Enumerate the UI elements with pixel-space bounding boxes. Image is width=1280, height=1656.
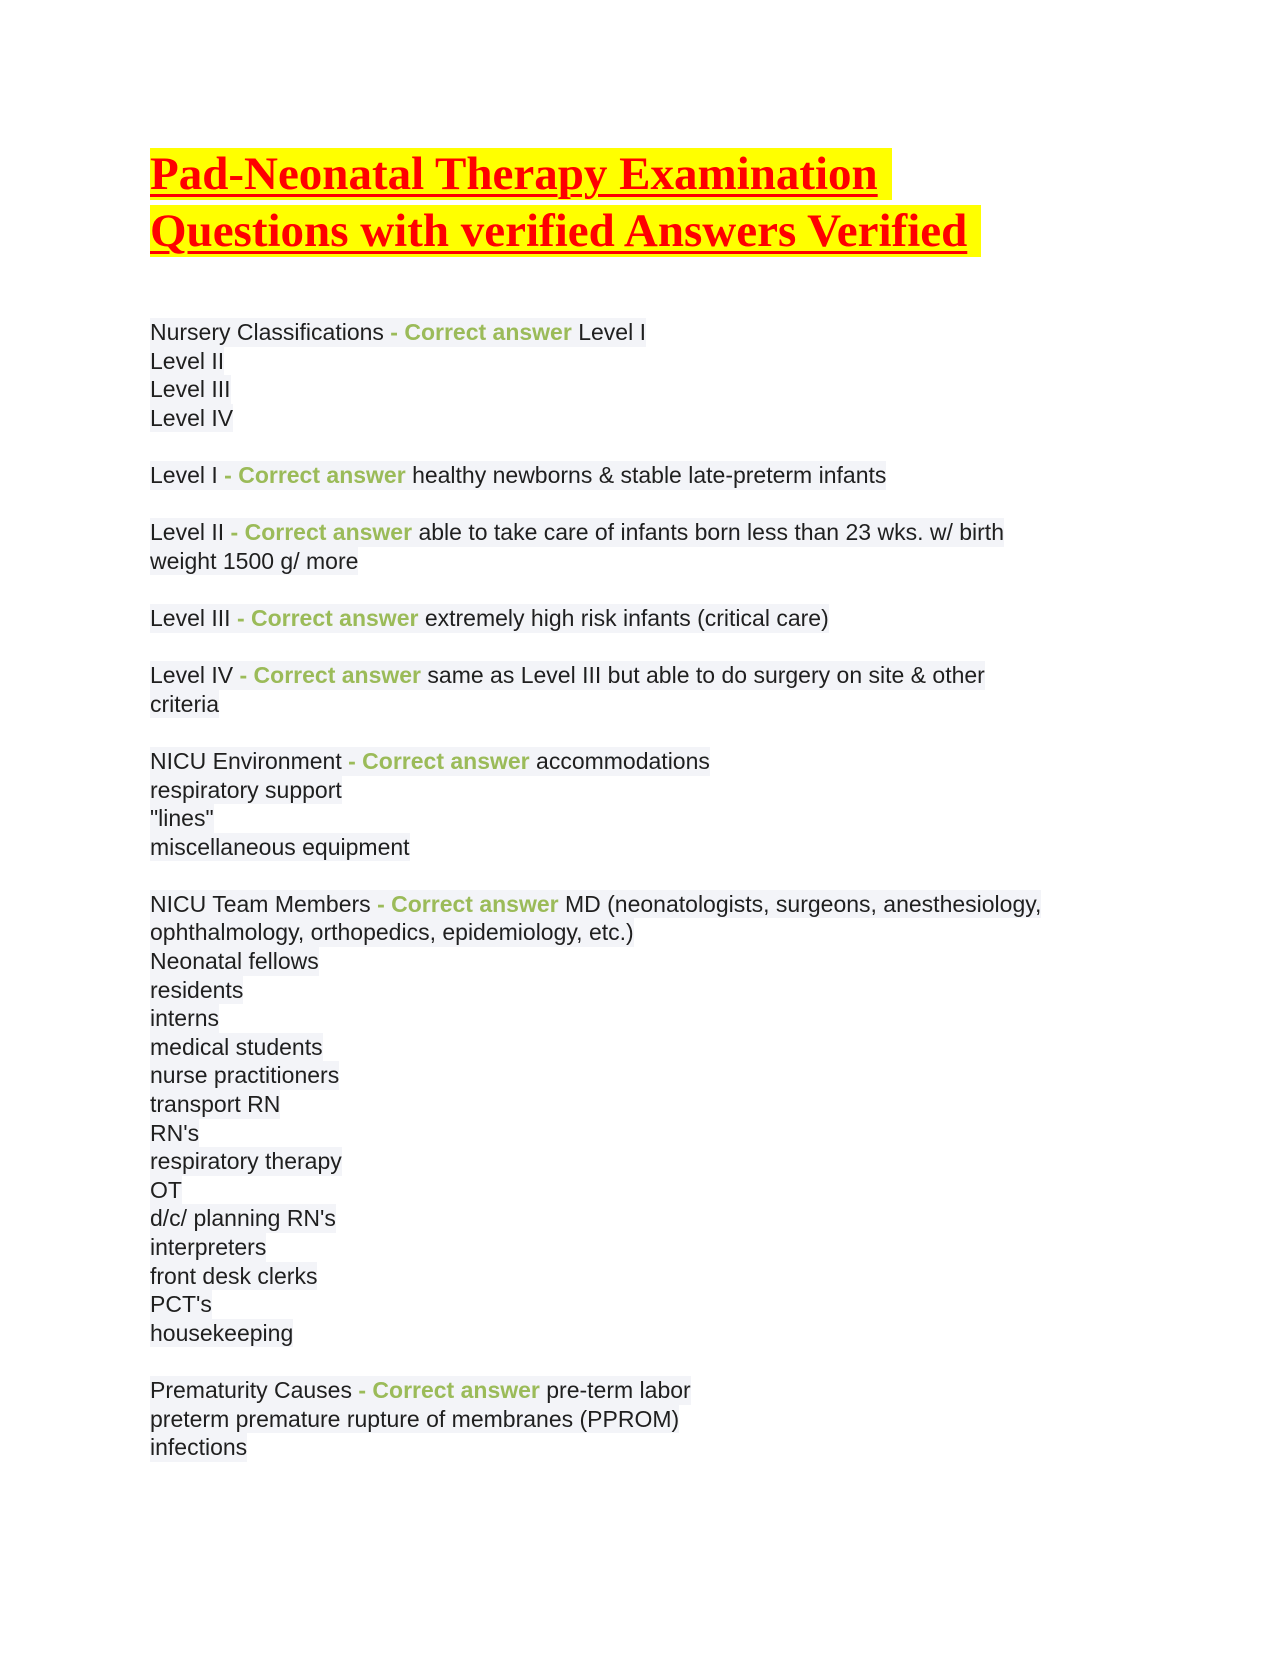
answer-continuation-line: PCT's — [150, 1291, 212, 1318]
answer-text: pre-term labor — [546, 1376, 691, 1403]
correct-answer-marker: - Correct answer — [390, 319, 572, 345]
qa-first-line — [150, 1376, 691, 1405]
answer-continuation-line: ophthalmology, orthopedics, epidemiology, etc.) — [150, 919, 634, 946]
qa-entry — [150, 890, 1150, 1348]
answer-text: MD (neonatologists, surgeons, anesthesiology, — [564, 890, 1042, 917]
qa-first-line — [150, 747, 710, 776]
answer-continuation-line: weight 1500 g/ more — [150, 547, 359, 574]
title-line-2: Questions with verified Answers Verified — [150, 205, 981, 257]
answer-text: extremely high risk infants (critical care) — [424, 604, 829, 631]
answer-continuation-line: nurse practitioners — [150, 1062, 340, 1089]
correct-answer-marker: - Correct answer — [239, 662, 422, 689]
qa-entry — [150, 518, 1150, 575]
qa-entry — [150, 1376, 1150, 1462]
answer-continuation-line: "lines" — [150, 805, 214, 832]
answer-continuation-line: Level II — [150, 347, 225, 374]
qa-entry — [150, 747, 1150, 861]
answer-continuation-line: front desk clerks — [150, 1262, 318, 1289]
answer-text: same as Level III but able to do surgery on site & other — [427, 662, 985, 689]
qa-first-line — [150, 461, 886, 490]
answer-continuation-line: Level III — [150, 376, 231, 403]
answer-continuation-line: preterm premature rupture of membranes (PPROM) — [150, 1405, 680, 1432]
qa-first-line — [150, 604, 829, 633]
question-text: Prematurity Causes — [150, 1376, 352, 1403]
question-text: NICU Environment — [150, 747, 342, 774]
answer-text: Level I — [578, 319, 646, 345]
qa-first-line — [150, 318, 646, 347]
qa-entry — [150, 318, 1150, 432]
answer-continuation-line: d/c/ planning RN's — [150, 1205, 336, 1232]
answer-text: healthy newborns & stable late-preterm infants — [412, 461, 887, 488]
answer-continuation-line: interns — [150, 1005, 220, 1032]
correct-answer-marker: - Correct answer — [358, 1376, 540, 1403]
question-text: Level III — [150, 604, 231, 631]
answer-continuation-line: infections — [150, 1434, 248, 1461]
qa-first-line — [150, 661, 985, 690]
answer-text: able to take care of infants born less than 23 wks. w/ birth — [418, 519, 1004, 546]
title-line-1: Pad-Neonatal Therapy Examination — [150, 148, 892, 200]
correct-answer-marker: - Correct answer — [348, 747, 530, 774]
answer-continuation-line: Neonatal fellows — [150, 948, 319, 975]
answer-continuation-line: miscellaneous equipment — [150, 833, 410, 860]
answer-continuation-line: medical students — [150, 1033, 323, 1060]
qa-first-line — [150, 890, 1041, 919]
question-text: Level II — [150, 519, 225, 546]
answer-continuation-line: interpreters — [150, 1234, 267, 1260]
answer-continuation-line: respiratory therapy — [150, 1148, 342, 1175]
qa-entry — [150, 604, 1150, 633]
correct-answer-marker: - Correct answer — [236, 604, 419, 631]
correct-answer-marker: - Correct answer — [224, 461, 406, 488]
answer-continuation-line: Level IV — [150, 404, 234, 431]
question-text: NICU Team Members — [150, 890, 371, 917]
qa-entry — [150, 661, 1150, 718]
document-title — [150, 146, 1150, 260]
question-text: Nursery Classifications — [150, 319, 384, 345]
question-text: Level IV — [150, 662, 234, 689]
correct-answer-marker: - Correct answer — [377, 890, 559, 917]
answer-continuation-line: transport RN — [150, 1091, 281, 1118]
document-page — [150, 146, 1150, 1490]
answer-continuation-line: respiratory support — [150, 776, 342, 803]
answer-text: accommodations — [536, 747, 710, 774]
answer-continuation-line: housekeeping — [150, 1319, 294, 1346]
qa-list — [150, 318, 1150, 1462]
qa-first-line — [150, 518, 1004, 547]
answer-continuation-line: RN's — [150, 1119, 200, 1146]
qa-entry — [150, 461, 1150, 490]
question-text: Level I — [150, 461, 218, 488]
answer-continuation-line: criteria — [150, 690, 220, 717]
answer-continuation-line: OT — [150, 1176, 182, 1203]
correct-answer-marker: - Correct answer — [230, 519, 413, 546]
answer-continuation-line: residents — [150, 976, 244, 1003]
